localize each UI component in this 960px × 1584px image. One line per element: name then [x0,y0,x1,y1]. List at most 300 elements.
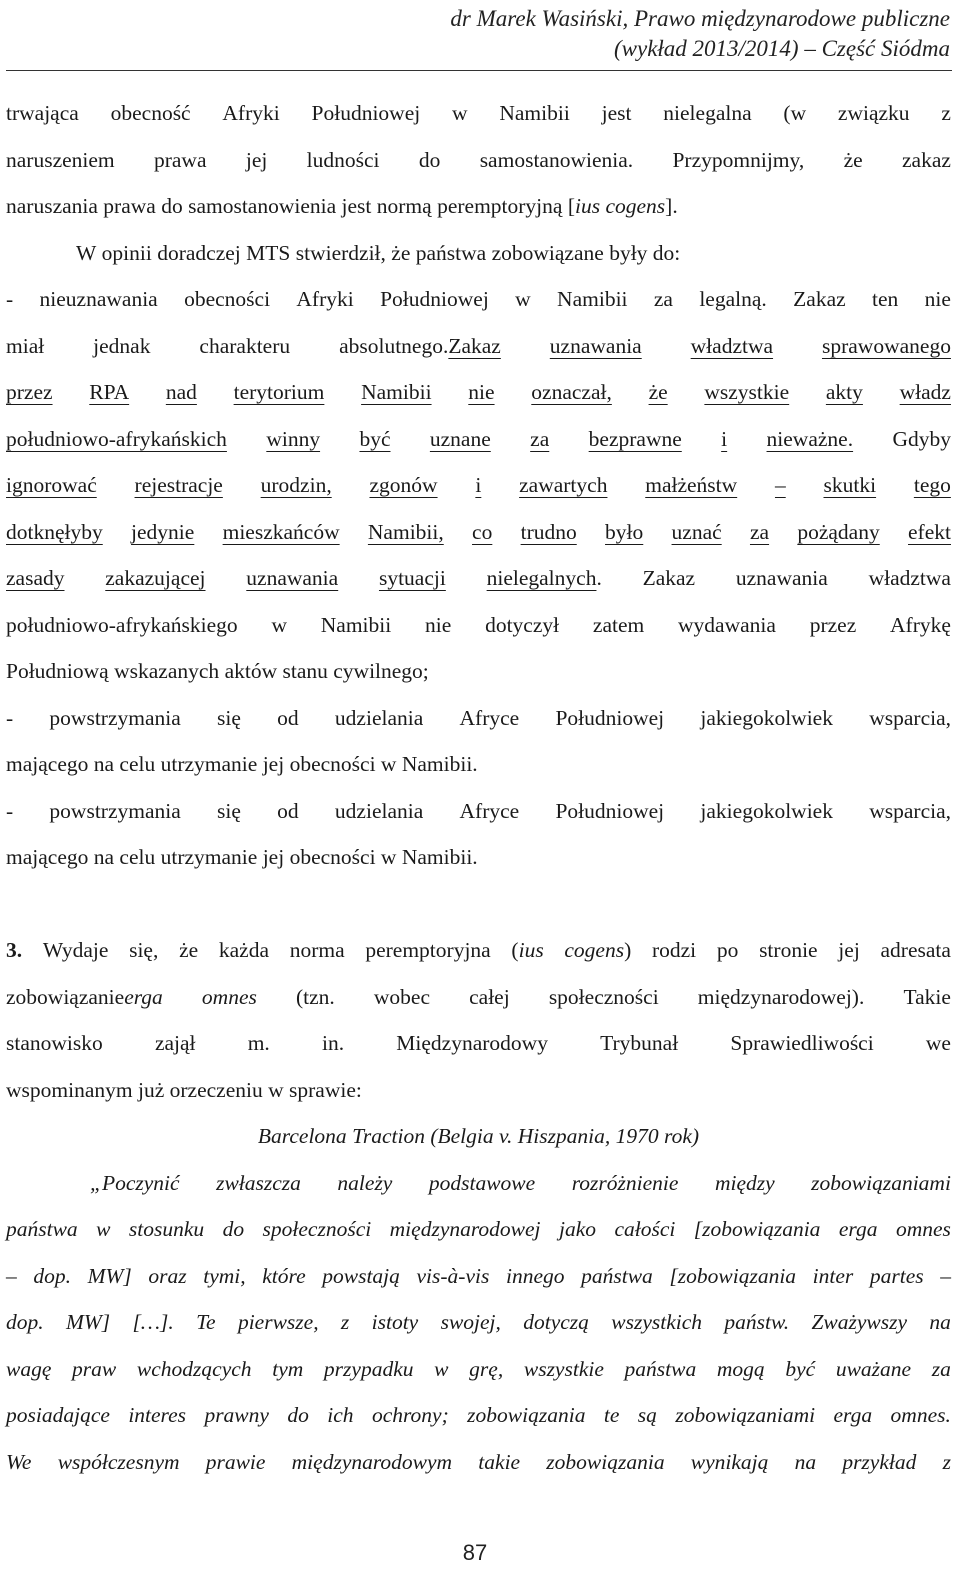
word: te [603,1403,620,1427]
word: opinii [101,240,152,265]
word: zawartych [519,473,608,497]
word: że [179,938,199,962]
word: Sprawiedliwości [730,1031,874,1055]
word: - [6,798,14,823]
word: związku [837,101,910,125]
word: Zakaz [793,287,846,311]
word: dotyczył [485,612,560,637]
word: po [716,938,739,962]
word: udzielania [334,798,424,823]
word: zatem [592,612,645,637]
word: jednak [93,333,151,358]
word: norma [289,938,345,962]
word: - [6,705,14,730]
word: powstrzymania [49,705,181,730]
word: Zważywszy [811,1310,908,1334]
word: ochrony; [371,1403,449,1427]
word: Gdyby [892,426,951,451]
text-line [6,1206,951,1253]
text-line [6,509,951,556]
word: MTS [246,240,291,265]
word: się [217,798,241,823]
word: jej [262,845,285,869]
word: (ius [511,938,544,962]
word: jedynie [131,519,195,544]
text-line [6,1253,951,1300]
word: zakazującej [105,566,206,590]
word: były [609,240,648,265]
word: z [941,101,951,125]
word: Afrykę [890,612,951,637]
word: zobowiązaniami [811,1170,951,1195]
word: przypadku [323,1356,414,1381]
word: południowo-afrykańskich [6,426,227,451]
word: normą [376,194,432,218]
word: władztwa [690,333,774,358]
text-line [6,183,951,230]
word: absolutnego.Zakaz [339,333,501,358]
word: (Belgia [430,1124,494,1148]
word: m. [247,1031,270,1055]
word: MW] [87,1263,132,1288]
text-line [6,369,951,416]
word: zobowiązaniami [675,1403,816,1427]
word: mogą [716,1356,765,1381]
word: miał [6,333,45,358]
word: jakiegokolwiek [700,705,833,730]
word: w [268,1077,284,1102]
word: ten [872,287,899,311]
word: dotknęłyby [6,519,103,544]
word: państw. [724,1310,790,1334]
word: obecność [110,101,191,125]
word: tym [272,1356,304,1381]
text-line [6,1346,951,1393]
header-author-title: dr Marek Wasiński, Prawo międzynarodowe publiczne [450,6,950,31]
word: międzynarodowym [291,1449,453,1474]
word: celu [119,845,156,869]
text-line [6,1020,951,1067]
word: mającego [6,845,89,869]
word: celu [119,752,156,776]
text-line [6,1299,951,1346]
word: są [637,1403,657,1427]
word: na [929,1310,951,1334]
word: grę, [469,1356,504,1381]
word: omnes [895,1217,951,1241]
word: – [774,473,786,497]
word: peremptoryjną [437,194,563,218]
word: erga [833,1403,873,1427]
word: cogens]. [605,194,678,218]
word: [ius [567,194,601,218]
word: wskazanych [114,659,220,683]
word: państwa [624,1356,697,1381]
word: zobowiązania [467,1403,586,1427]
word: udzielania [334,705,424,730]
word: adresata [880,938,951,962]
word: małżeństw [645,473,738,497]
word: praw [72,1356,117,1381]
word: wynikają [690,1449,769,1474]
word: uważane [835,1356,912,1381]
word: być [785,1356,816,1381]
word: tymi, [203,1263,246,1288]
word: stosunku [128,1217,205,1241]
word: jej [838,938,860,962]
text-line [6,323,951,370]
word: nielegalnych. [486,566,602,590]
word: rodzi [651,938,697,962]
word: trwająca [6,101,79,125]
word: sprawowanego [821,333,951,358]
word: wagę [6,1356,52,1381]
word: nad [165,380,197,404]
word: podstawowe [428,1170,536,1195]
word: w [515,287,531,311]
word: na [794,1449,817,1474]
page-number: 87 [462,1540,488,1565]
word: inter [812,1263,854,1288]
word: bezprawne [588,426,682,451]
word: - [6,287,14,311]
word: efekt [908,519,951,544]
header-lecture-part: (wykład 2013/2014) – Część Siódma [613,36,950,61]
word: się, [129,938,159,962]
word: do [161,194,183,218]
word: być [359,426,391,451]
word: akty [825,380,863,404]
word: w [380,752,397,776]
word: w [96,1217,111,1241]
word: należy [337,1170,393,1195]
word: było [605,519,644,544]
text-line [6,1067,951,1114]
word: nie [468,380,495,404]
text-line [6,741,951,788]
word: Południowej [555,798,665,823]
word: jako [558,1217,597,1241]
word: partes [869,1263,924,1288]
text-line [6,834,951,881]
text-line [6,1113,951,1160]
text-line [6,90,951,137]
word: Afryce [459,798,520,823]
text-line [6,602,951,649]
word: obecności [289,845,376,869]
word: Południowej [311,101,421,125]
word: we [925,1031,951,1055]
word: urodzin, [260,473,332,497]
word: naruszania [6,194,98,218]
text-line [6,927,951,974]
word: wsparcia, [869,798,951,823]
word: wobec [373,984,431,1009]
word: że [391,240,411,265]
word: uznawania [549,333,642,358]
word: – [940,1263,951,1288]
word: że [843,147,863,172]
word: zajął [154,1031,196,1055]
word: Namibii, [367,519,444,544]
word: zakaz [902,147,951,172]
word: charakteru [199,333,291,358]
word: rok) [664,1124,700,1148]
word: mieszkańców [222,519,340,544]
word: przez [6,380,53,404]
word: państwa [6,1217,78,1241]
word: Międzynarodowy [396,1031,548,1055]
word: mającego [6,752,89,776]
word: [zobowiązania [669,1263,797,1288]
word: władz [899,380,951,404]
word: wchodzących [136,1356,252,1381]
word: jakiegokolwiek [700,798,833,823]
word: Traction [352,1124,425,1148]
header-divider [6,70,952,71]
word: przez [809,612,857,637]
text-line [6,276,951,323]
word: Hiszpania, [517,1124,611,1148]
page-header [250,4,950,64]
word: powstrzymania [49,798,181,823]
word: do [418,147,441,172]
word: skutki [823,473,877,497]
word: w [380,845,397,869]
word: obecności [289,752,376,776]
word: uznawania [246,566,339,590]
word: nieuznawania [39,287,158,311]
word: za [931,1356,951,1381]
word: zasady [6,566,65,590]
word: wszystkie [523,1356,604,1381]
word: międzynarodowej). [697,984,865,1009]
word: obecności [184,287,271,311]
word: ignorować [6,473,97,497]
word: omnes. [890,1403,951,1427]
word: legalną. [699,287,767,311]
word: władztwa [868,566,951,590]
word: doradczej [157,240,241,265]
word: uznane [429,426,491,451]
word: społeczności [262,1217,372,1241]
word: RPA [89,380,130,404]
word: międzynarodowej [389,1217,541,1241]
word: Południową [6,659,109,683]
word: całej [469,984,510,1009]
word: państwa [415,240,487,265]
text-line [6,555,951,602]
word: Namibii. [401,845,478,869]
word: aktów [224,659,278,683]
word: się [217,705,241,730]
word: w [271,612,287,637]
word: utrzymanie [160,845,258,869]
word: w [434,1356,449,1381]
word: dotyczą [523,1310,589,1334]
word: in. [322,1031,345,1055]
word: w [452,101,468,125]
word: do [287,1403,309,1427]
text-line [6,1392,951,1439]
word: wydawania [678,612,776,637]
word: MW] [65,1310,111,1334]
word: innego [505,1263,565,1288]
word: We [6,1449,32,1474]
word: południowo-afrykańskiego [6,612,238,637]
word: całości [614,1217,676,1241]
word: do: [652,240,681,265]
word: uznać [671,519,722,544]
word: rozróżnienie [571,1170,679,1195]
text-line [6,1439,951,1486]
text-line [6,230,951,277]
word: Trybunał [600,1031,679,1055]
word: że [648,380,668,404]
word: prawa [103,194,156,218]
word: zwłaszcza [216,1170,301,1195]
word: Te [196,1310,216,1334]
word: cogens) [564,938,632,962]
word: rejestracje [134,473,223,497]
word: uznawania [735,566,828,590]
word: powstają [322,1263,400,1288]
word: za [653,287,673,311]
word: samostanowienia [188,194,337,218]
word: „Poczynić [90,1170,180,1195]
word: Namibii [499,101,570,125]
word: Południowej [380,287,489,311]
text-line [6,416,951,463]
word: pożądany [797,519,880,544]
word: zobowiązanieerga [6,984,163,1009]
word: dop. [6,1310,44,1334]
word: Afryki [222,101,280,125]
word: Namibii [320,612,392,637]
word: stanu [282,659,328,683]
word: v. [499,1124,513,1148]
word: za [749,519,770,544]
word: nielegalna [663,101,752,125]
word: już [137,1077,165,1102]
word: Barcelona [257,1124,347,1148]
word: od [277,705,299,730]
word: prawie [205,1449,266,1474]
word: społeczności [548,984,659,1009]
word: omnes [201,984,257,1009]
paragraph-gap [6,881,951,928]
word: stanowisko [6,1031,103,1055]
word: zgonów [369,473,438,497]
word: – [6,1263,17,1288]
word: Południowej [555,705,665,730]
word: ludności [306,147,380,172]
word: współczesnym [57,1449,180,1474]
word: i [475,473,482,497]
text-line [6,788,951,835]
word: nie [425,612,452,637]
word: Afryce [459,705,520,730]
word: (w [783,101,807,125]
word: […]. [132,1310,174,1334]
word: i [721,426,728,451]
word: ich [327,1403,354,1427]
word: Afryki [296,287,354,311]
word: tego [913,473,951,497]
word: nie [924,287,951,311]
word: samostanowienia. [479,147,634,172]
word: pierwsze, [237,1310,319,1334]
word: które [262,1263,306,1288]
word: oznaczał, [531,380,612,404]
word: z [340,1310,350,1334]
word: Przypomnijmy, [672,147,805,172]
word: zobowiązane [491,240,604,265]
word: dop. [33,1263,71,1288]
text-line [6,648,951,695]
word: utrzymanie [160,752,258,776]
word: Namibii. [401,752,478,776]
word: wsparcia, [869,705,951,730]
word: za [530,426,550,451]
word: co [472,519,493,544]
word: wspominanym [6,1077,133,1102]
text-line [6,1160,951,1207]
word: jej [245,147,268,172]
word: terytorium [233,380,325,404]
word: naruszeniem [6,147,115,172]
word: każda [218,938,269,962]
word: swojej, [440,1310,501,1334]
word: interes [128,1403,187,1427]
word: jej [262,752,285,776]
word: sytuacji [378,566,446,590]
word: istoty [371,1310,419,1334]
word: stronie [759,938,818,962]
word: Namibii [557,287,628,311]
word: [zobowiązania [693,1217,821,1241]
word: oraz [148,1263,187,1288]
word: cywilnego; [333,659,429,683]
word: 3. [6,938,23,962]
document-body [6,90,951,1485]
word: Wydaje [42,938,109,962]
word: (tzn. [295,984,335,1009]
word: jest [601,101,632,125]
word: erga [838,1217,878,1241]
word: takie [478,1449,521,1474]
word: prawa [153,147,207,172]
word: z [942,1449,951,1474]
word: posiadające [6,1403,110,1427]
word: od [277,798,299,823]
word: między [714,1170,775,1195]
word: przykład [842,1449,917,1474]
word: sprawie: [289,1077,362,1102]
word: peremptoryjna [365,938,491,962]
word: wszystkich [611,1310,703,1334]
word: prawny [204,1403,269,1427]
word: vis-à-vis [416,1263,490,1288]
text-line [6,695,951,742]
word: zobowiązania [546,1449,665,1474]
word: państwa [581,1263,653,1288]
word: jest [341,194,372,218]
word: wszystkie [704,380,790,404]
text-line [6,137,951,184]
word: nieważne. [766,426,854,451]
word: Takie [903,984,951,1009]
